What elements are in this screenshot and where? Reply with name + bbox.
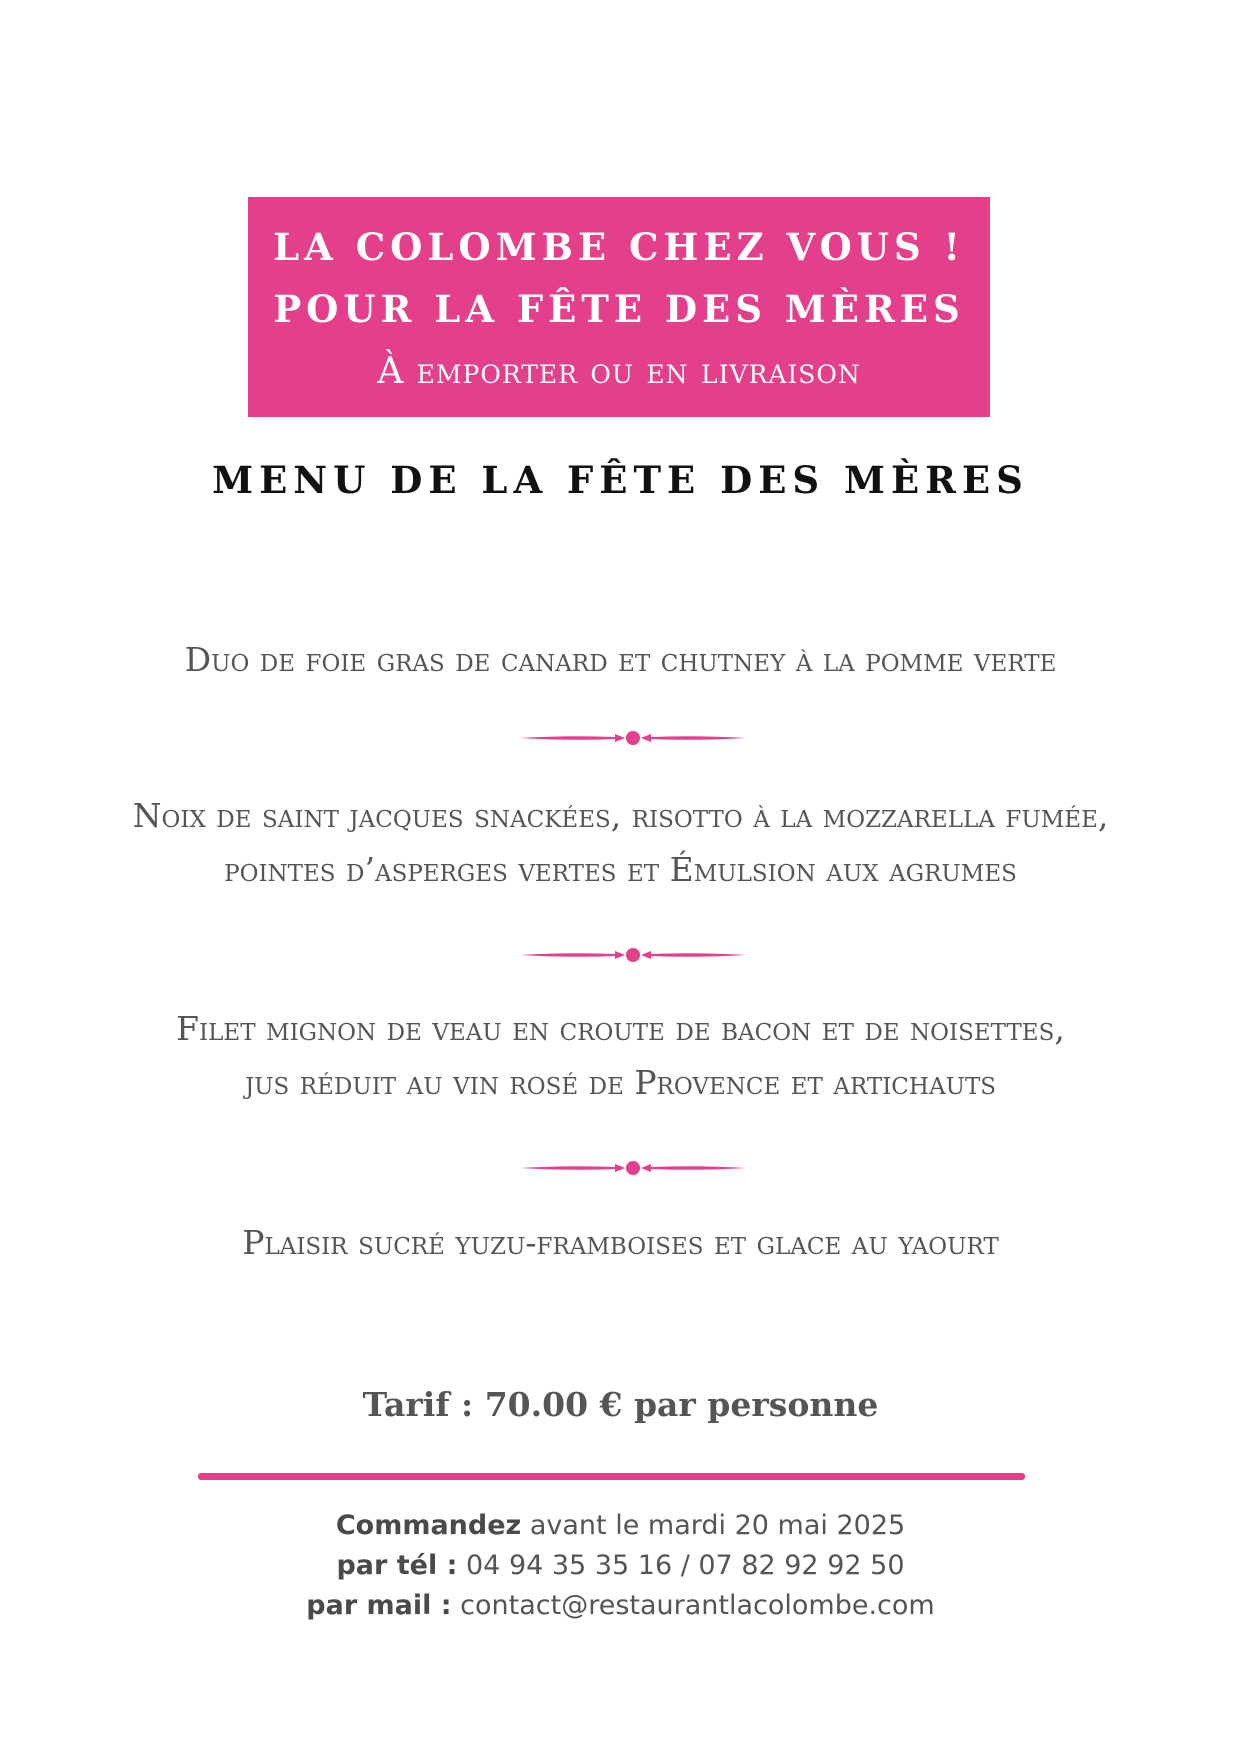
dish-main-line-2: jus réduit au vin rosé de Provence et artichauts	[244, 1063, 997, 1102]
dish-dessert	[0, 1216, 1241, 1270]
ornament-divider-1	[520, 730, 746, 746]
ornament-divider-2	[520, 947, 746, 963]
dish-starter	[0, 633, 1241, 687]
mail-text: contact@restaurantlacolombe.com	[451, 1590, 935, 1621]
banner-title: LA COLOMBE CHEZ VOUS !	[273, 225, 965, 269]
order-label: Commandez	[335, 1510, 522, 1541]
header-banner	[248, 197, 990, 417]
dish-starter-line: Duo de foie gras de canard et chutney à la pomme verte	[184, 640, 1057, 679]
banner-tagline: À emporter ou en livraison	[377, 351, 861, 392]
phone-label: par tél :	[336, 1550, 458, 1581]
dish-main-line-1: Filet mignon de veau en croute de bacon et de noisettes,	[176, 1009, 1065, 1048]
order-deadline	[0, 1512, 1241, 1539]
menu-title: MENU DE LA FÊTE DES MÈRES	[212, 458, 1029, 502]
dish-main	[0, 1002, 1241, 1110]
banner-subtitle: POUR LA FÊTE DES MÈRES	[273, 287, 965, 331]
mail-label: par mail :	[306, 1590, 452, 1621]
mail-line	[0, 1592, 1241, 1619]
price: Tarif : 70.00 € par personne	[362, 1385, 879, 1424]
phone-text: 04 94 35 35 16 / 07 82 92 92 50	[457, 1550, 905, 1581]
price-underline	[198, 1473, 1025, 1480]
ornament-divider-3	[520, 1160, 746, 1176]
dish-dessert-line: Plaisir sucré yuzu-framboises et glace au yaourt	[242, 1223, 999, 1262]
phone-line	[0, 1552, 1241, 1579]
dish-fish	[0, 789, 1241, 897]
order-text: avant le mardi 20 mai 2025	[521, 1510, 906, 1541]
dish-fish-line-1: Noix de saint jacques snackées, risotto à la mozzarella fumée,	[132, 796, 1109, 835]
dish-fish-line-2: pointes d’asperges vertes et Émulsion aux agrumes	[224, 850, 1017, 889]
